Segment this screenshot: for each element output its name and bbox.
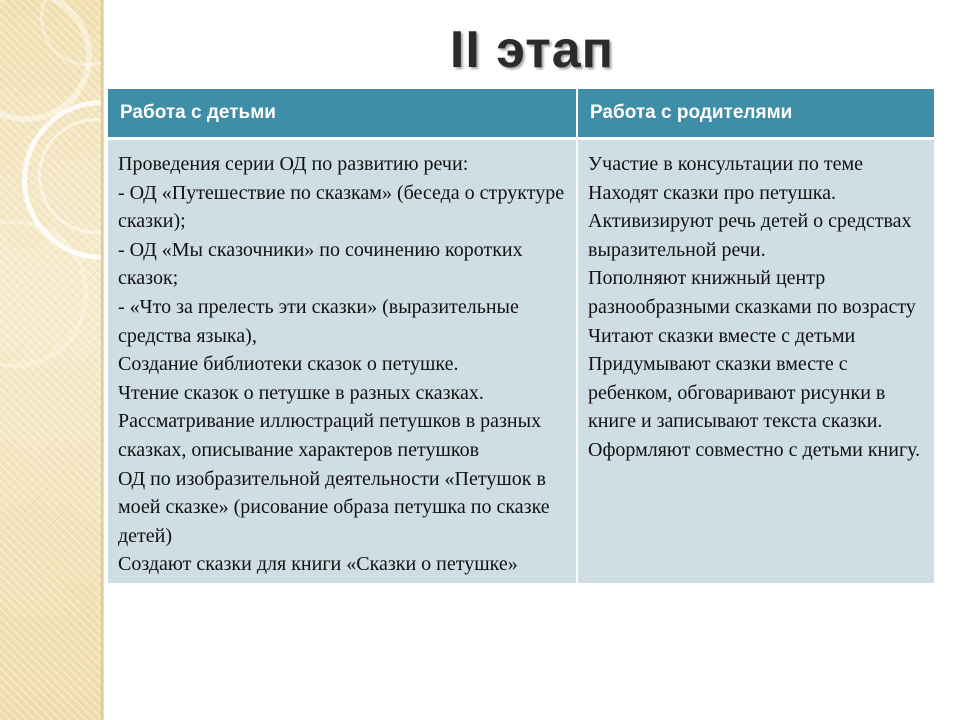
list-item: Создают сказки для книги «Сказки о петушке» [118, 553, 518, 576]
parents-work-cell [577, 139, 934, 583]
table-row [108, 139, 934, 583]
list-item: Рассматривание иллюстраций петушков в разных сказках, описывание характеров петушков [118, 410, 542, 461]
list-item: - ОД «Мы сказочники» по сочинению коротких сказок; [118, 238, 523, 290]
decorative-side-strip [0, 0, 104, 720]
list-item: Активизируют речь детей о средствах выразительной речи. [588, 210, 912, 261]
list-item: Оформляют совместно с детьми книгу. [588, 438, 921, 461]
list-item: Создание библиотеки сказок о петушке. [118, 353, 459, 376]
list-item: Находят сказки про петушка. [588, 181, 837, 204]
list-item: Участие в консультации по теме [588, 153, 864, 175]
header-children-work: Работа с детьми [108, 89, 577, 139]
table-header-row [108, 89, 934, 139]
strip-edge-line [101, 0, 104, 720]
list-item: Читают сказки вместе с детьми [588, 324, 856, 347]
list-item: Проведения серии ОД по развитию речи: [118, 153, 469, 175]
list-item: Пополняют книжный центр разнообразными сказками по возрасту [588, 267, 916, 318]
header-parents-work: Работа с родителями [577, 89, 934, 139]
list-item: Придумывают сказки вместе с ребенком, обговаривают рисунки в книге и записывают текста сказки. [588, 353, 886, 433]
slide-title: II этап [449, 21, 615, 79]
work-plan-table [108, 89, 934, 583]
list-item: - «Что за прелесть эти сказки» (выразительные средства языка), [118, 295, 519, 347]
list-item: Чтение сказок о петушке в разных сказках. [118, 381, 484, 404]
list-item: ОД по изобразительной деятельности «Петушок в моей сказке» (рисование образа петушка по сказке детей) [118, 467, 550, 547]
children-work-cell [108, 139, 577, 583]
list-item: - ОД «Путешествие по сказкам» (беседа о структуре сказки); [118, 181, 565, 233]
